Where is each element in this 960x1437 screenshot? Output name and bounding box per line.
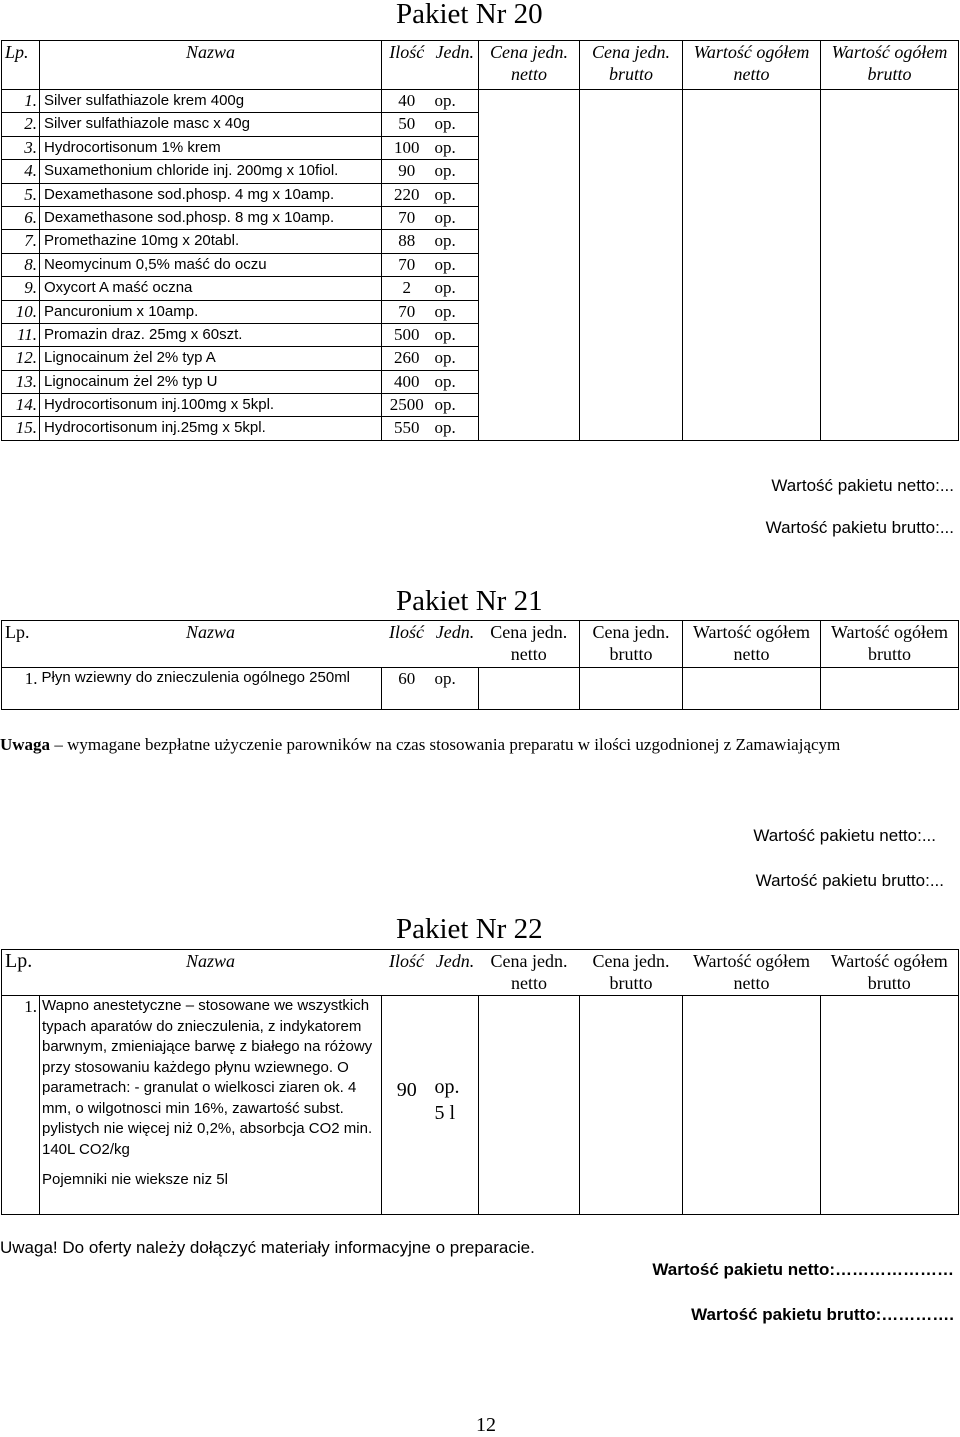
table-row (2, 183, 959, 206)
table-row (2, 113, 959, 136)
row-qty: 500 (382, 323, 432, 346)
pakiet-21-sum-brutto: Wartość pakietu brutto:... (755, 871, 944, 890)
row-wartosc-netto (683, 183, 821, 206)
table-row (2, 347, 959, 370)
row-unit: op. (432, 323, 479, 346)
row-lp: 10. (2, 300, 40, 323)
row-cena-brutto (580, 277, 683, 300)
header-wartosc-netto: Wartość ogółem netto (683, 41, 821, 90)
table-row (2, 253, 959, 276)
row-wartosc-netto (683, 230, 821, 253)
table-row (2, 394, 959, 417)
row-wartosc-brutto (821, 417, 959, 440)
pakiet-21-header-row (2, 621, 959, 668)
row-wartosc-brutto (821, 300, 959, 323)
table-row (2, 668, 959, 710)
row-lp: 15. (2, 417, 40, 440)
table-row (2, 277, 959, 300)
header-nazwa: Nazwa (40, 41, 382, 90)
row-lp: 9. (2, 277, 40, 300)
row-name: Promazin draz. 25mg x 60szt. (40, 323, 382, 346)
row-unit: op. (432, 370, 479, 393)
row-name: Lignocainum żel 2% typ A (40, 347, 382, 370)
header-cena-netto: Cena jedn. netto (479, 621, 580, 668)
row-qty: 90 (382, 160, 432, 183)
row-cena-brutto (580, 300, 683, 323)
row-lp: 8. (2, 253, 40, 276)
row-cena-netto (479, 160, 580, 183)
row-cena-netto (479, 394, 580, 417)
row-name: Dexamethasone sod.phosp. 4 mg x 10amp. (40, 183, 382, 206)
header-wartosc-brutto: Wartość ogółem brutto (821, 950, 959, 996)
row-name: Suxamethonium chloride inj. 200mg x 10fiol. (40, 160, 382, 183)
row-wartosc-brutto (821, 230, 959, 253)
row-cena-brutto (580, 370, 683, 393)
row-name: Płyn wziewny do znieczulenia ogólnego 250ml (40, 668, 382, 710)
table-row (2, 206, 959, 229)
header-wartosc-netto: Wartość ogółem netto (683, 950, 821, 996)
pakiet-22-title: Pakiet Nr 22 (396, 913, 543, 945)
row-wartosc-brutto (821, 206, 959, 229)
row-lp: 11. (2, 323, 40, 346)
row-unit-2: 5 l (434, 1102, 456, 1124)
row-cena-brutto (580, 230, 683, 253)
row-lp: 5. (2, 183, 40, 206)
pakiet-20-sum-brutto: Wartość pakietu brutto:... (765, 518, 954, 537)
row-qty: 70 (382, 253, 432, 276)
header-jedn: Jedn. (432, 621, 479, 668)
row-cena-netto (479, 996, 580, 1215)
header-wartosc-netto: Wartość ogółem netto (683, 621, 821, 668)
row-name-cell (40, 996, 382, 1215)
row-cena-brutto (580, 183, 683, 206)
row-qty: 100 (382, 136, 432, 159)
row-lp: 1. (2, 668, 40, 710)
header-jedn: Jedn. (432, 41, 479, 90)
header-nazwa: Nazwa (40, 621, 382, 668)
table-row (2, 300, 959, 323)
row-name-2: Pojemniki nie wieksze niz 5l (42, 1171, 228, 1188)
row-cena-brutto (580, 996, 683, 1215)
page-number: 12 (476, 1414, 496, 1436)
row-wartosc-netto (683, 113, 821, 136)
header-lp: Lp. (2, 621, 40, 668)
header-ilosc: Ilość (382, 621, 432, 668)
row-wartosc-brutto (821, 370, 959, 393)
row-wartosc-brutto (821, 277, 959, 300)
row-cena-brutto (580, 136, 683, 159)
header-cena-brutto: Cena jedn. brutto (580, 621, 683, 668)
row-lp: 13. (2, 370, 40, 393)
row-wartosc-netto (683, 347, 821, 370)
table-row (2, 417, 959, 440)
row-unit: op. (432, 394, 479, 417)
row-qty: 60 (382, 668, 432, 710)
row-wartosc-brutto (821, 323, 959, 346)
row-cena-netto (479, 300, 580, 323)
header-cena-netto: Cena jedn. netto (479, 41, 580, 90)
row-wartosc-netto (683, 253, 821, 276)
header-ilosc: Ilość (382, 950, 432, 996)
row-unit: op. (432, 230, 479, 253)
row-name: Hydrocortisonum inj.25mg x 5kpl. (40, 417, 382, 440)
row-cena-netto (479, 323, 580, 346)
row-cena-brutto (580, 90, 683, 113)
row-qty: 88 (382, 230, 432, 253)
row-name: Pancuronium x 10amp. (40, 300, 382, 323)
row-qty: 40 (382, 90, 432, 113)
row-unit: op. (432, 160, 479, 183)
table-row (2, 323, 959, 346)
row-name: Oxycort A maść oczna (40, 277, 382, 300)
row-wartosc-brutto (821, 136, 959, 159)
note-text: – wymagane bezpłatne użyczenie parowników na czas stosowania preparatu w ilości uzgodnionej z Zamawiającym (50, 735, 841, 754)
table-row (2, 370, 959, 393)
row-name: Dexamethasone sod.phosp. 8 mg x 10amp. (40, 206, 382, 229)
row-cena-netto (479, 136, 580, 159)
row-wartosc-netto (683, 136, 821, 159)
row-wartosc-brutto (821, 347, 959, 370)
row-name: Silver sulfathiazole krem 400g (40, 90, 382, 113)
row-wartosc-brutto (821, 113, 959, 136)
row-qty: 220 (382, 183, 432, 206)
row-wartosc-brutto (821, 183, 959, 206)
row-lp: 4. (2, 160, 40, 183)
row-wartosc-netto (683, 668, 821, 710)
row-qty: 90 (382, 996, 432, 1215)
note-label: Uwaga (0, 735, 51, 754)
row-wartosc-brutto (821, 253, 959, 276)
header-wartosc-brutto: Wartość ogółem brutto (821, 621, 959, 668)
row-wartosc-netto (683, 277, 821, 300)
header-lp: Lp. (2, 41, 40, 90)
row-cena-netto (479, 277, 580, 300)
pakiet-20-header-row (2, 41, 959, 90)
row-qty: 400 (382, 370, 432, 393)
row-name: Lignocainum żel 2% typ U (40, 370, 382, 393)
row-wartosc-brutto (821, 668, 959, 710)
row-qty: 2500 (382, 394, 432, 417)
row-unit: op. (432, 90, 479, 113)
row-lp: 12. (2, 347, 40, 370)
row-qty: 50 (382, 113, 432, 136)
row-qty: 550 (382, 417, 432, 440)
row-unit: op. (432, 253, 479, 276)
row-cena-netto (479, 230, 580, 253)
row-wartosc-netto (683, 323, 821, 346)
pakiet-21-table (1, 620, 959, 710)
pakiet-22-header-row (2, 950, 959, 996)
row-wartosc-brutto (821, 90, 959, 113)
row-cena-netto (479, 183, 580, 206)
row-unit: op. (432, 136, 479, 159)
row-lp: 1. (2, 996, 40, 1215)
header-cena-brutto: Cena jedn. brutto (580, 41, 683, 90)
row-lp: 14. (2, 394, 40, 417)
row-wartosc-netto (683, 160, 821, 183)
row-unit: op. (432, 206, 479, 229)
row-cena-netto (479, 90, 580, 113)
pakiet-21-sum-netto: Wartość pakietu netto:... (753, 826, 936, 845)
row-cena-netto (479, 668, 580, 710)
row-wartosc-netto (683, 300, 821, 323)
row-cena-netto (479, 417, 580, 440)
row-cena-netto (479, 113, 580, 136)
row-unit: op. (432, 277, 479, 300)
row-wartosc-netto (683, 370, 821, 393)
row-unit: op. (432, 347, 479, 370)
row-cena-brutto (580, 323, 683, 346)
row-cena-brutto (580, 253, 683, 276)
pakiet-20-title: Pakiet Nr 20 (396, 0, 543, 30)
header-cena-netto: Cena jedn. netto (479, 950, 580, 996)
header-ilosc: Ilość (382, 41, 432, 90)
row-unit: op. (432, 300, 479, 323)
table-row (2, 996, 959, 1215)
row-cena-netto (479, 253, 580, 276)
row-name: Neomycinum 0,5% maść do oczu (40, 253, 382, 276)
row-wartosc-brutto (821, 160, 959, 183)
row-wartosc-netto (683, 996, 821, 1215)
row-qty: 70 (382, 206, 432, 229)
header-nazwa: Nazwa (40, 950, 382, 996)
row-qty: 260 (382, 347, 432, 370)
row-cena-brutto (580, 417, 683, 440)
pakiet-22-sum-brutto: Wartość pakietu brutto:…………. (691, 1305, 954, 1324)
row-wartosc-brutto (821, 394, 959, 417)
row-wartosc-netto (683, 417, 821, 440)
row-cena-netto (479, 370, 580, 393)
row-cena-netto (479, 347, 580, 370)
row-wartosc-netto (683, 206, 821, 229)
row-wartosc-netto (683, 90, 821, 113)
row-wartosc-brutto (821, 996, 959, 1215)
table-row (2, 90, 959, 113)
pakiet-20-sum-netto: Wartość pakietu netto:... (771, 476, 954, 495)
row-lp: 3. (2, 136, 40, 159)
row-unit-cell (432, 996, 479, 1215)
row-lp: 2. (2, 113, 40, 136)
row-unit: op. (434, 1076, 460, 1098)
header-lp: Lp. (2, 950, 40, 996)
row-cena-brutto (580, 160, 683, 183)
pakiet-20-table (1, 40, 959, 441)
row-qty: 70 (382, 300, 432, 323)
row-cena-netto (479, 206, 580, 229)
row-lp: 7. (2, 230, 40, 253)
row-cena-brutto (580, 113, 683, 136)
row-qty: 2 (382, 277, 432, 300)
row-lp: 6. (2, 206, 40, 229)
pakiet-21-title: Pakiet Nr 21 (396, 585, 543, 617)
row-unit: op. (432, 417, 479, 440)
row-unit: op. (432, 183, 479, 206)
header-jedn: Jedn. (432, 950, 479, 996)
row-cena-brutto (580, 347, 683, 370)
row-cena-brutto (580, 668, 683, 710)
pakiet-22-table (1, 949, 959, 1215)
row-wartosc-netto (683, 394, 821, 417)
header-wartosc-brutto: Wartość ogółem brutto (821, 41, 959, 90)
row-unit: op. (432, 668, 479, 710)
row-name: Hydrocortisonum inj.100mg x 5kpl. (40, 394, 382, 417)
row-cena-brutto (580, 394, 683, 417)
row-name: Hydrocortisonum 1% krem (40, 136, 382, 159)
table-row (2, 160, 959, 183)
row-name: Promethazine 10mg x 20tabl. (40, 230, 382, 253)
pakiet-22-note: Uwaga! Do oferty należy dołączyć materiały informacyjne o preparacie. (0, 1238, 535, 1257)
pakiet-22-sum-netto: Wartość pakietu netto:………………… (652, 1260, 954, 1279)
row-lp: 1. (2, 90, 40, 113)
row-unit: op. (432, 113, 479, 136)
header-cena-brutto: Cena jedn. brutto (580, 950, 683, 996)
pakiet-21-note (0, 733, 900, 756)
row-cena-brutto (580, 206, 683, 229)
table-row (2, 230, 959, 253)
table-row (2, 136, 959, 159)
row-name: Silver sulfathiazole masc x 40g (40, 113, 382, 136)
row-name: Wapno anestetyczne – stosowane we wszystkich typach aparatów do znieczulenia, z indykatorem barwnym, zmieniające barwę z białego na różowy przy stosowaniu każdego płynu wziewnego. O parametrach: - granulat o wielkosci ziaren ok. 4 mm, o wilgotnosci min 16%, zawartość subst. pylistych nie więcej niż 0,2%, absorbcja CO2 min. 140L CO2/kg (42, 997, 373, 1158)
